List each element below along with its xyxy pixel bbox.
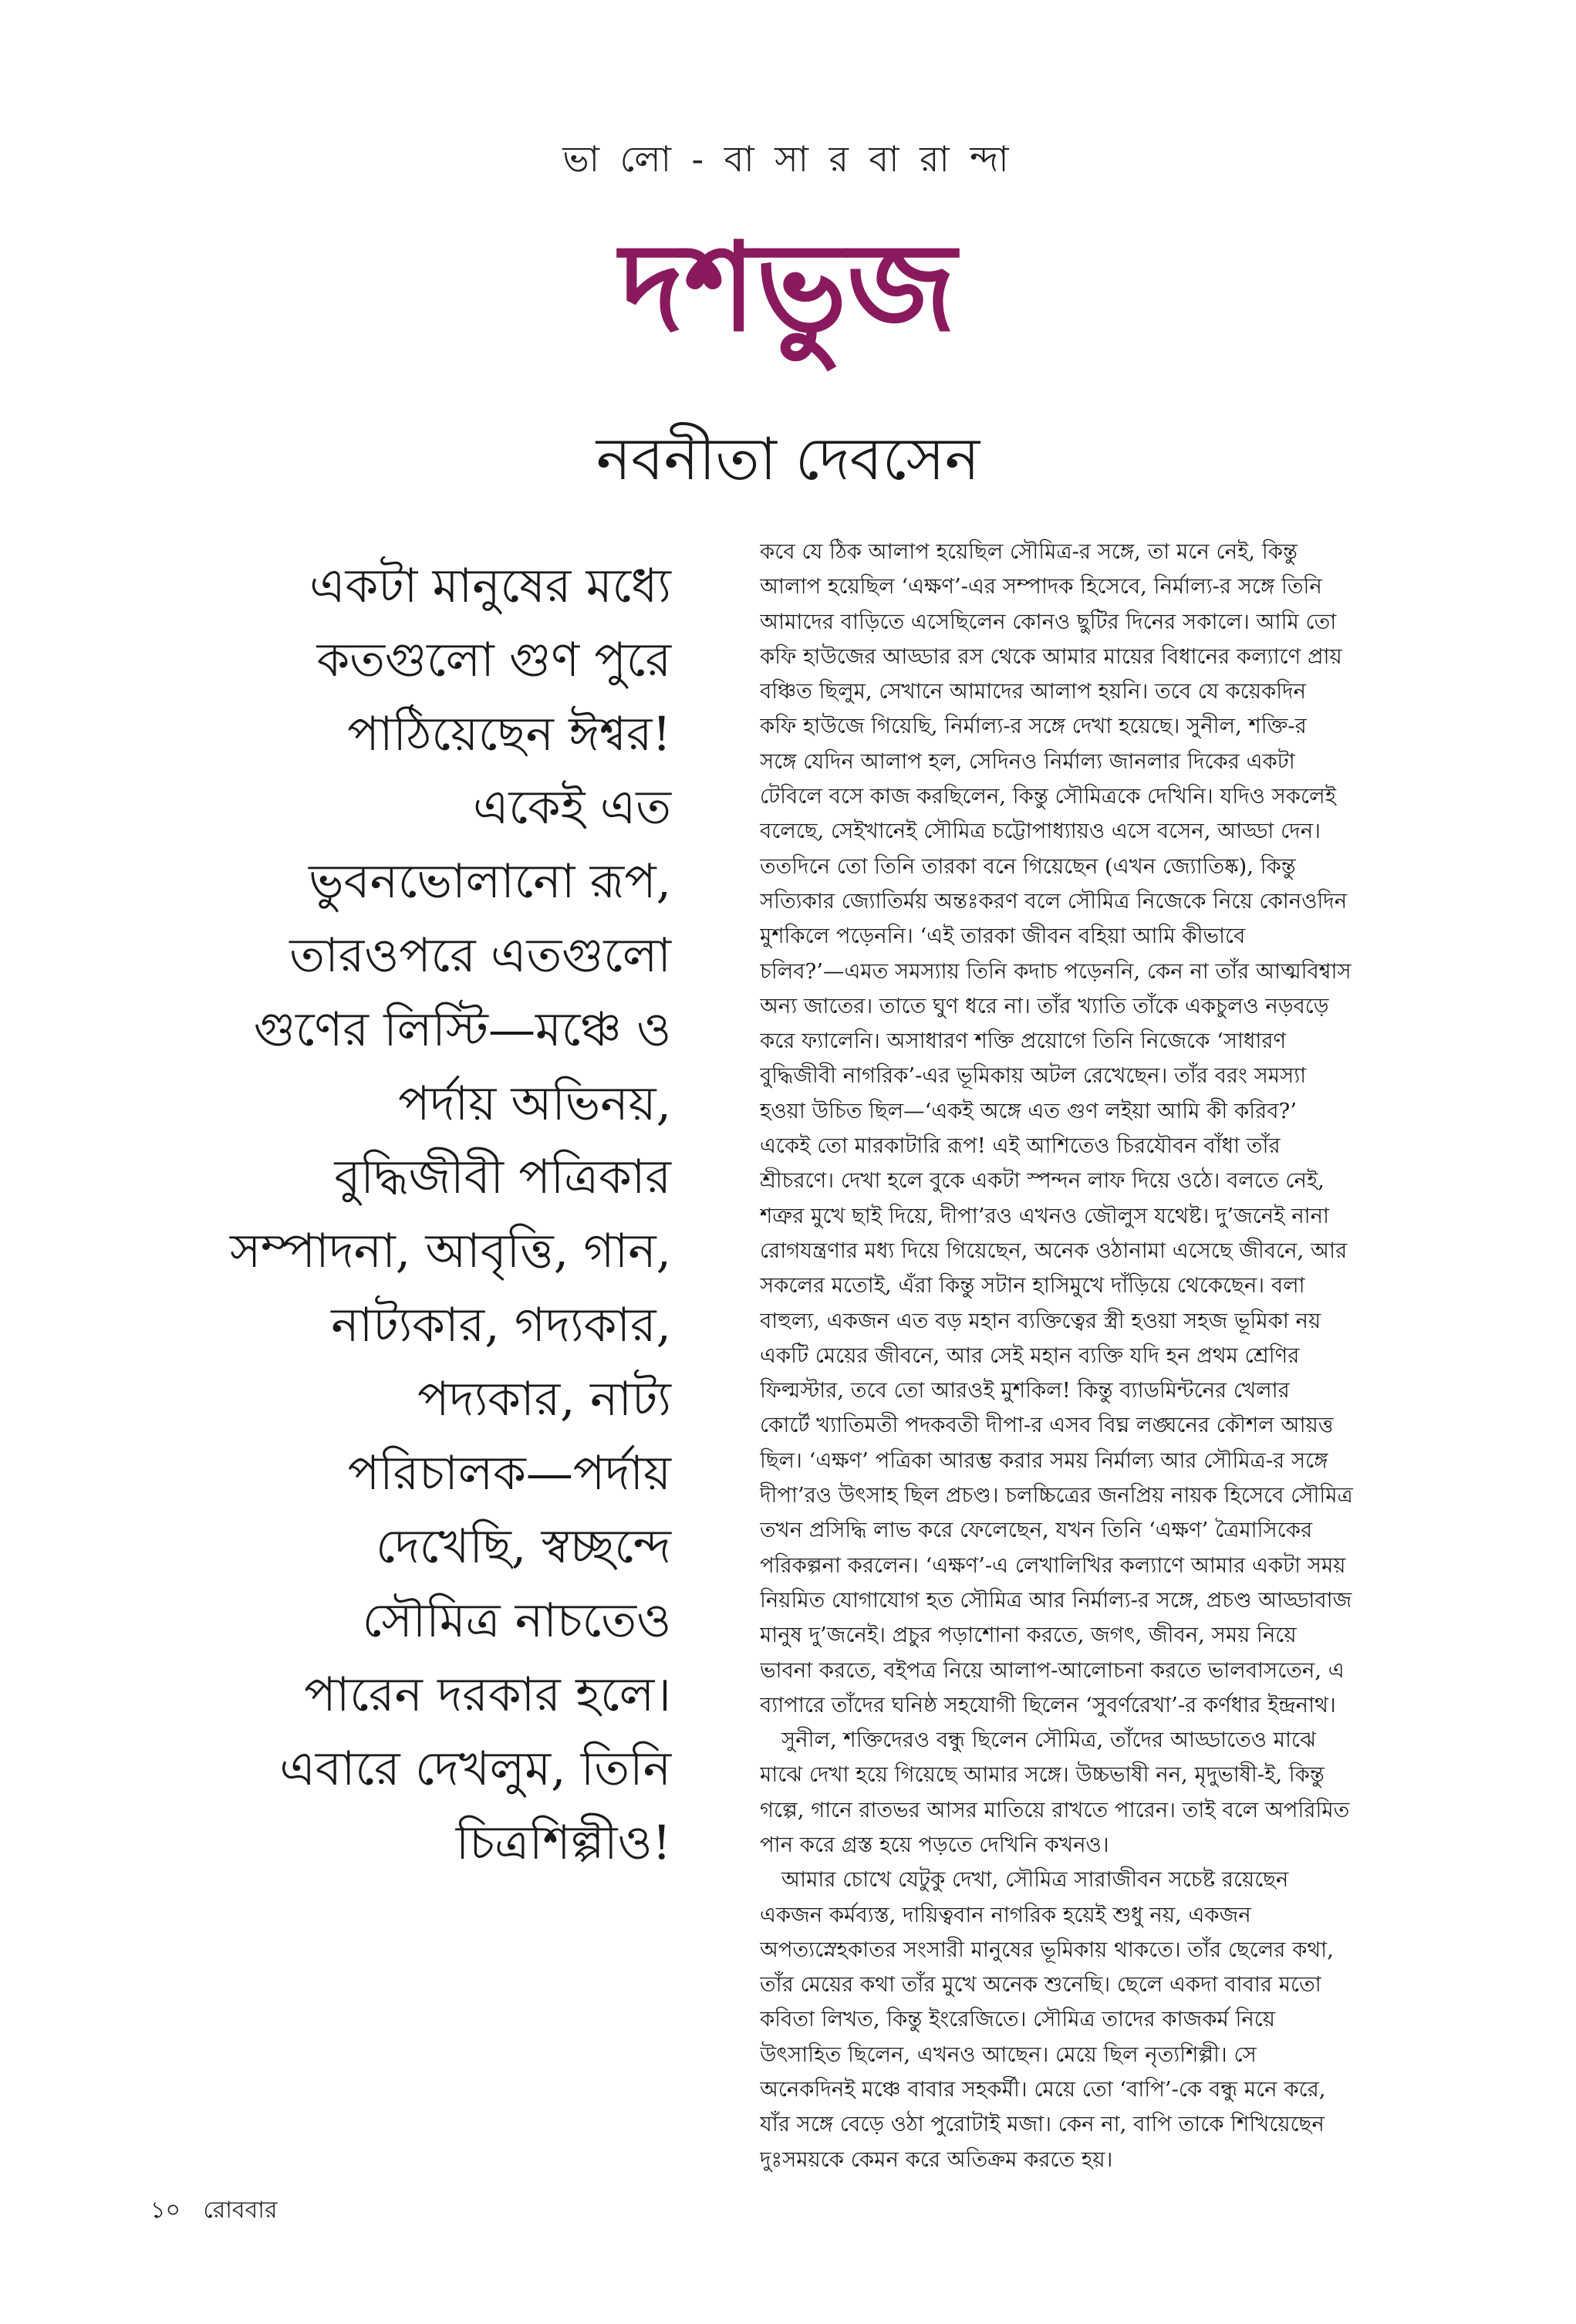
article-line: মানুষ দু’জনেই। প্রচুর পড়াশোনা করতে, জগৎ, জীবন, সময় নিয়ে bbox=[760, 1623, 1297, 1648]
article-line: ছিল। ‘এক্ষণ’ পত্রিকা আরম্ভ করার সময় নির্মাল্য আর সৌমিত্র-র সঙ্গে bbox=[760, 1447, 1328, 1473]
pull-quote-line: পারেন দরকার হলে। bbox=[304, 1667, 671, 1722]
pull-quote-line: সম্পাদনা, আবৃত্তি, গান, bbox=[229, 1224, 671, 1279]
article-line: ফিল্মস্টার, তবে তো আরওই মুশকিল! কিন্তু ব্যাডমিন্টনের খেলার bbox=[760, 1378, 1290, 1404]
article-line: ভাবনা করতে, বইপত্র নিয়ে আলাপ-আলোচনা করতে ভালবাসতেন, এ bbox=[760, 1657, 1345, 1683]
article-line: চলিব?’—এমত সমস্যায় তিনি কদাচ পড়েননি, কেন না তাঁর আত্মবিশ্বাস bbox=[760, 958, 1352, 984]
article-line: একটি মেয়ের জীবনে, আর সেই মহান ব্যক্তি যদি হন প্রথম শ্রেণির bbox=[760, 1343, 1300, 1368]
page-number: ১০ bbox=[150, 2197, 181, 2224]
article-line: করে ফ্যালেনি। অসাধারণ শক্তি প্রয়োগে তিনি নিজেকে ‘সাধারণ bbox=[760, 1029, 1287, 1054]
article-line: আমাদের বাড়িতে এসেছিলেন কোনও ছুটির দিনের সকালে। আমি তো bbox=[760, 609, 1337, 634]
article-line: বুদ্ধিজীবী নাগরিক’-এর ভূমিকায় অটল রেখেছেন। তাঁর বরং সমস্যা bbox=[760, 1063, 1307, 1089]
article-line: কফি হাউজে গিয়েছি, নির্মাল্য-র সঙ্গে দেখা হয়েছে। সুনীল, শক্তি-র bbox=[760, 714, 1307, 739]
page-footer bbox=[150, 2195, 293, 2226]
article-line: মাঝে দেখা হয়ে গিয়েছে আমার সঙ্গে। উচ্চভাষী নন, মৃদুভাষী-ই, কিন্তু bbox=[760, 1762, 1325, 1788]
article-line: আমার চোখে যেটুকু দেখা, সৌমিত্র সারাজীবন সচেষ্ট রয়েছেন bbox=[781, 1867, 1289, 1893]
pull-quote-line: পরিচালক—পর্দায় bbox=[347, 1445, 671, 1501]
pull-quote-line: এবারে দেখলুম, তিনি bbox=[279, 1741, 671, 1796]
article-line: কবিতা লিখত, কিন্তু ইংরেজিতে। সৌমিত্র তাদের কাজকর্ম নিয়ে bbox=[760, 2007, 1275, 2032]
article-line: রোগযন্ত্রণার মধ্য দিয়ে গিয়েছেন, অনেক ওঠানামা এসেছে জীবনে, আর bbox=[760, 1238, 1348, 1263]
article-line: শত্রুর মুখে ছাই দিয়ে, দীপা’রও এখনও জৌলুস যথেষ্ট। দু’জনেই নানা bbox=[760, 1203, 1330, 1228]
article-line: ব্যাপারে তাঁদের ঘনিষ্ঠ সহযোগী ছিলেন ‘সুবর্ণরেখা’-র কর্ণধার ইন্দ্রনাথ। bbox=[760, 1692, 1336, 1718]
article-line: পরিকল্পনা করলেন। ‘এক্ষণ’-এ লেখালিখির কল্যাণে আমার একটা সময় bbox=[760, 1552, 1346, 1578]
pull-quote-line: বুদ্ধিজীবী পত্রিকার bbox=[334, 1150, 671, 1205]
article-line: পান করে গ্রস্ত হয়ে পড়তে দেখিনি কখনও। bbox=[760, 1832, 1109, 1857]
pull-quote-line: চিত্রশিল্পীও! bbox=[455, 1815, 671, 1870]
article-line: শ্রীচরণে। দেখা হলে বুকে একটা স্পন্দন লাফ দিয়ে ওঠে। বলতে নেই, bbox=[760, 1168, 1325, 1194]
pull-quote-line: পাঠিয়েছেন ঈশ্বর! bbox=[347, 706, 671, 762]
pull-quote-line: পর্দায় অভিনয়, bbox=[398, 1076, 671, 1131]
pull-quote-line: কতগুলো গুণ পুরে bbox=[316, 632, 671, 687]
article-line: সকলের মতোই, এঁরা কিন্তু সটান হাসিমুখে দাঁড়িয়ে থেকেছেন। বলা bbox=[760, 1273, 1305, 1299]
article-line: তখন প্রসিদ্ধি লাভ করে ফেলেছেন, যখন তিনি ‘এক্ষণ’ ত্রৈমাসিকের bbox=[760, 1518, 1313, 1543]
section-label: ভা লো - বা সা র বা রা ন্দা bbox=[562, 138, 1014, 180]
article-line: কোর্টে খ্যাতিমতী পদকবতী দীপা-র এসব বিঘ্ন লঙ্ঘনের কৌশল আয়ত্ত bbox=[760, 1413, 1334, 1438]
pull-quote-line: সৌমিত্র নাচতেও bbox=[362, 1593, 671, 1649]
article-line: আলাপ হয়েছিল ‘এক্ষণ’-এর সম্পাদক হিসেবে, নির্মাল্য-র সঙ্গে তিনি bbox=[760, 574, 1322, 600]
article-line: দীপা’রও উৎসাহ ছিল প্রচণ্ড। চলচ্চিত্রের জনপ্রিয় নায়ক হিসেবে সৌমিত্র bbox=[760, 1483, 1353, 1508]
pull-quote-line: গুণের লিস্টি—মঞ্চে ও bbox=[253, 1002, 671, 1057]
article-line: কবে যে ঠিক আলাপ হয়েছিল সৌমিত্র-র সঙ্গে, তা মনে নেই, কিন্তু bbox=[760, 539, 1298, 564]
article-line: টেবিলে বসে কাজ করছিলেন, কিন্তু সৌমিত্রকে দেখিনি। যদিও সকলেই bbox=[760, 784, 1336, 809]
pull-quote bbox=[116, 549, 671, 1880]
pull-quote-line: নাট্যকার, গদ্যকার, bbox=[331, 1297, 671, 1353]
article-line: বঞ্চিত ছিলুম, সেখানে আমাদের আলাপ হয়নি। তবে যে কয়েকদিন bbox=[760, 679, 1306, 704]
article-line: সত্যিকার জ্যোতির্ময় অন্তঃকরণ বলে সৌমিত্র নিজেকে নিয়ে কোনওদিন bbox=[760, 888, 1348, 914]
article-line: অনেকদিনই মঞ্চে বাবার সহকর্মী। মেয়ে তো ‘বাপি’-কে বন্ধু মনে করে, bbox=[760, 2077, 1326, 2103]
pull-quote-line: একেই এত bbox=[473, 780, 671, 836]
article-line: যাঁর সঙ্গে বেড়ে ওঠা পুরোটাই মজা। কেন না, বাপি তাকে শিখিয়েছেন bbox=[760, 2112, 1325, 2137]
article-line: বলেছে, সেইখানেই সৌমিত্র চট্টোপাধ্যায়ও এসে বসেন, আড্ডা দেন। bbox=[760, 819, 1321, 844]
pull-quote-line: ভুবনভোলানো রূপ, bbox=[309, 854, 671, 910]
article-body bbox=[760, 535, 1439, 2177]
article-line: মুশকিলে পড়েননি। ‘এই তারকা জীবন বহিয়া আমি কীভাবে bbox=[760, 924, 1246, 949]
article-line: বাহুল্য, একজন এত বড় মহান ব্যক্তিত্বের স্ত্রী হওয়া সহজ ভূমিকা নয় bbox=[760, 1308, 1321, 1333]
article-line: দুঃসময়কে কেমন করে অতিক্রম করতে হয়। bbox=[760, 2147, 1113, 2172]
article-line: সুনীল, শক্তিদেরও বন্ধু ছিলেন সৌমিত্র, তাঁদের আড্ডাতেও মাঝে bbox=[781, 1728, 1316, 1753]
article-line: কফি হাউজের আড্ডার রস থেকে আমার মায়ের বিধানের কল্যাণে প্রায় bbox=[760, 643, 1342, 669]
pull-quote-line: দেখেছি, স্বচ্ছন্দে bbox=[376, 1519, 671, 1575]
publication-name: রোববার bbox=[203, 2197, 278, 2224]
article-line: একজন কর্মব্যস্ত, দায়িত্ববান নাগরিক হয়েই শুধু নয়, একজন bbox=[760, 1902, 1251, 1927]
article-line: নিয়মিত যোগাযোগ হত সৌমিত্র আর নির্মাল্য-র সঙ্গে, প্রচণ্ড আড্ডাবাজ bbox=[760, 1587, 1352, 1613]
article-line: সঙ্গে যেদিন আলাপ হল, সেদিনও নির্মাল্য জানলার দিকের একটা bbox=[760, 748, 1295, 774]
article-line: গল্পে, গানে রাতভর আসর মাতিয়ে রাখতে পারেন। তাই বলে অপরিমিত bbox=[760, 1797, 1350, 1822]
article-line: অপত্যস্নেহকাতর সংসারী মানুষের ভূমিকায় থাকতে। তাঁর ছেলের কথা, bbox=[760, 1937, 1334, 1962]
page-title: দশভুজ bbox=[619, 216, 957, 359]
pull-quote-line: একটা মানুষের মধ্যে bbox=[309, 559, 671, 613]
pull-quote-line: পদ্যকার, নাট্য bbox=[417, 1371, 671, 1427]
article-line: হওয়া উচিত ছিল—‘একই অঙ্গে এত গুণ লইয়া আমি কী করিব?’ bbox=[760, 1098, 1298, 1123]
author-name: নবনীতা দেবসেন bbox=[596, 424, 980, 493]
article-line: ততদিনে তো তিনি তারকা বনে গিয়েছেন (এখন জ্যোতিষ্ক), কিন্তু bbox=[760, 853, 1296, 879]
article-line: তাঁর মেয়ের কথা তাঁর মুখে অনেক শুনেছি। ছেলে একদা বাবার মতো bbox=[760, 1972, 1321, 1998]
article-line: একেই তো মারকাটারি রূপ! এই আশিতেও চিরযৌবন বাঁধা তাঁর bbox=[760, 1133, 1281, 1159]
article-line: উৎসাহিত ছিলেন, এখনও আছেন। মেয়ে ছিল নৃত্যশিল্পী। সে bbox=[760, 2042, 1257, 2067]
article-line: অন্য জাতের। তাতে ঘুণ ধরে না। তাঁর খ্যাতি তাঁকে একচুলও নড়বড়ে bbox=[760, 993, 1329, 1018]
pull-quote-line: তারওপরে এতগুলো bbox=[289, 927, 671, 983]
